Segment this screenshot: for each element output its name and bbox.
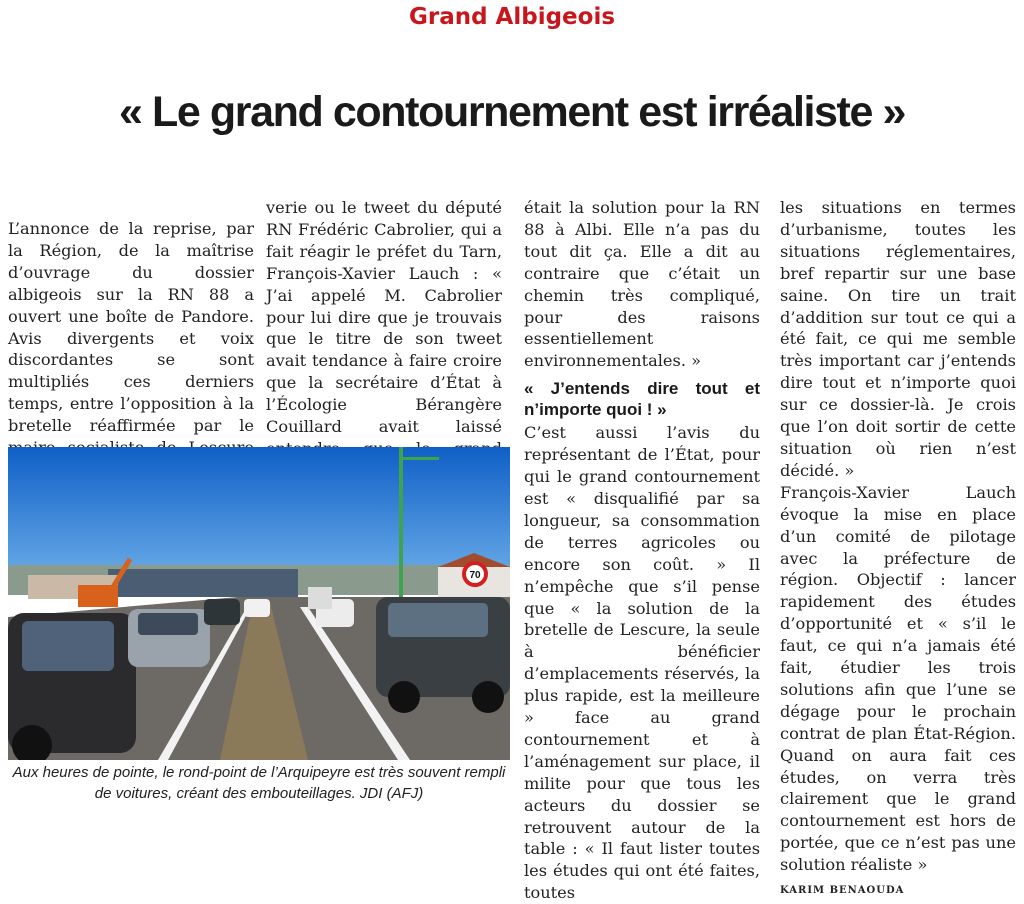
article-column-4 — [780, 197, 1016, 902]
article-headline: « Le grand contournement est irréaliste » — [118, 88, 906, 136]
speed-limit-value: 70 — [469, 570, 481, 581]
car-left-foreground — [8, 613, 136, 760]
photo-caption: Aux heures de pointe, le rond-point de l’Arquipeyre est très souvent rempli de voitures, créant des embouteillages. JDI (AFJ) — [12, 764, 506, 802]
section-rubric: Grand Albigeois — [408, 4, 616, 30]
article-column-2 — [266, 197, 502, 482]
column-3-paragraph-1: était la solution pour la RN 88 à Albi. Elle n’a pas du tout dit ça. Elle a dit au contraire que c’était un chemin très compliqué, pour des raisons essentiellement environnementales. » — [524, 198, 760, 371]
column-4-paragraph-1: les situations en termes d’urbanisme, toutes les situations réglementaires, bref repartir sur une base saine. On tire un trait d’addition sur tout ce qui a été fait, ce qui me semble très important car j’entends dire tout et n’importe quoi sur ce dossier-là. Je crois que l’on doit sortir de cette situation où rien n’est décidé. » — [780, 198, 1016, 480]
article-column-3 — [524, 197, 760, 904]
truck-white — [308, 587, 332, 609]
article-column-1 — [8, 218, 254, 481]
column-3-paragraph-2: C’est aussi l’avis du représentant de l’État, pour qui le grand contournement est « disqualifié par sa longueur, sa consommation de terres agricoles ou encore son coût. » Il n’empêche que s’il pense que « la solution de la bretelle de Lescure, la seule à bénéficier d’emplacements réservés, la plus rapide, est la meilleure » face au grand contournement et à l’aménagement sur place, il milite pour que tous les acteurs du dossier se retrouvent autour de la table : « Il faut lister toutes les études qui ont été faites, toutes — [524, 423, 760, 903]
author-byline: KARIM BENAOUDA — [780, 885, 905, 897]
car-white-small — [244, 599, 270, 617]
excavator — [78, 585, 118, 607]
lamp-post — [399, 447, 403, 617]
suv-right — [376, 597, 510, 713]
column-2-text: verie ou le tweet du député RN Frédéric Cabrolier, qui a fait réagir le préfet du Tarn, François-Xavier Lauch : « J’ai appelé M. Cabrolier pour lui dire que je trouvais que le titre de son tweet avait tendance à faire croire que la secrétaire d’État à l’Écologie Bérangère Couillard avait laissé — [266, 198, 502, 437]
commercial-building — [108, 569, 298, 597]
column-1-text: L’annonce de la reprise, par la Région, de la maîtrise d’ouvrage du dossier albigeois sur la RN 88 a ouvert une boîte de Pandore. Avis divergents et voix discordantes se sont multipliés ces derniers temps, entre l’opposition à la bretelle réaffirmée par le — [8, 219, 254, 436]
intertitle: « J’entends dire tout et n’importe quoi ! » — [524, 379, 760, 420]
column-4-paragraph-2: François-Xavier Lauch évoque la mise en place d’un comité de pilotage avec la préfecture de région. Objectif : lancer rapidement des études d’opportunité et « s’il le faut, ce qui n’a jamais été fait, étudier les trois solutions afin que l’une se dégage pour le prochain contrat de plan État-Région. Quand on aura fait ces études, on verra très clairement que le grand contournement est hors de portée, que ce n’est pas une solution réaliste » — [780, 482, 1016, 875]
traffic-photo — [8, 447, 510, 760]
car-silver — [128, 609, 210, 667]
car-dark-small — [204, 599, 240, 625]
speed-limit-sign-icon — [464, 563, 486, 585]
